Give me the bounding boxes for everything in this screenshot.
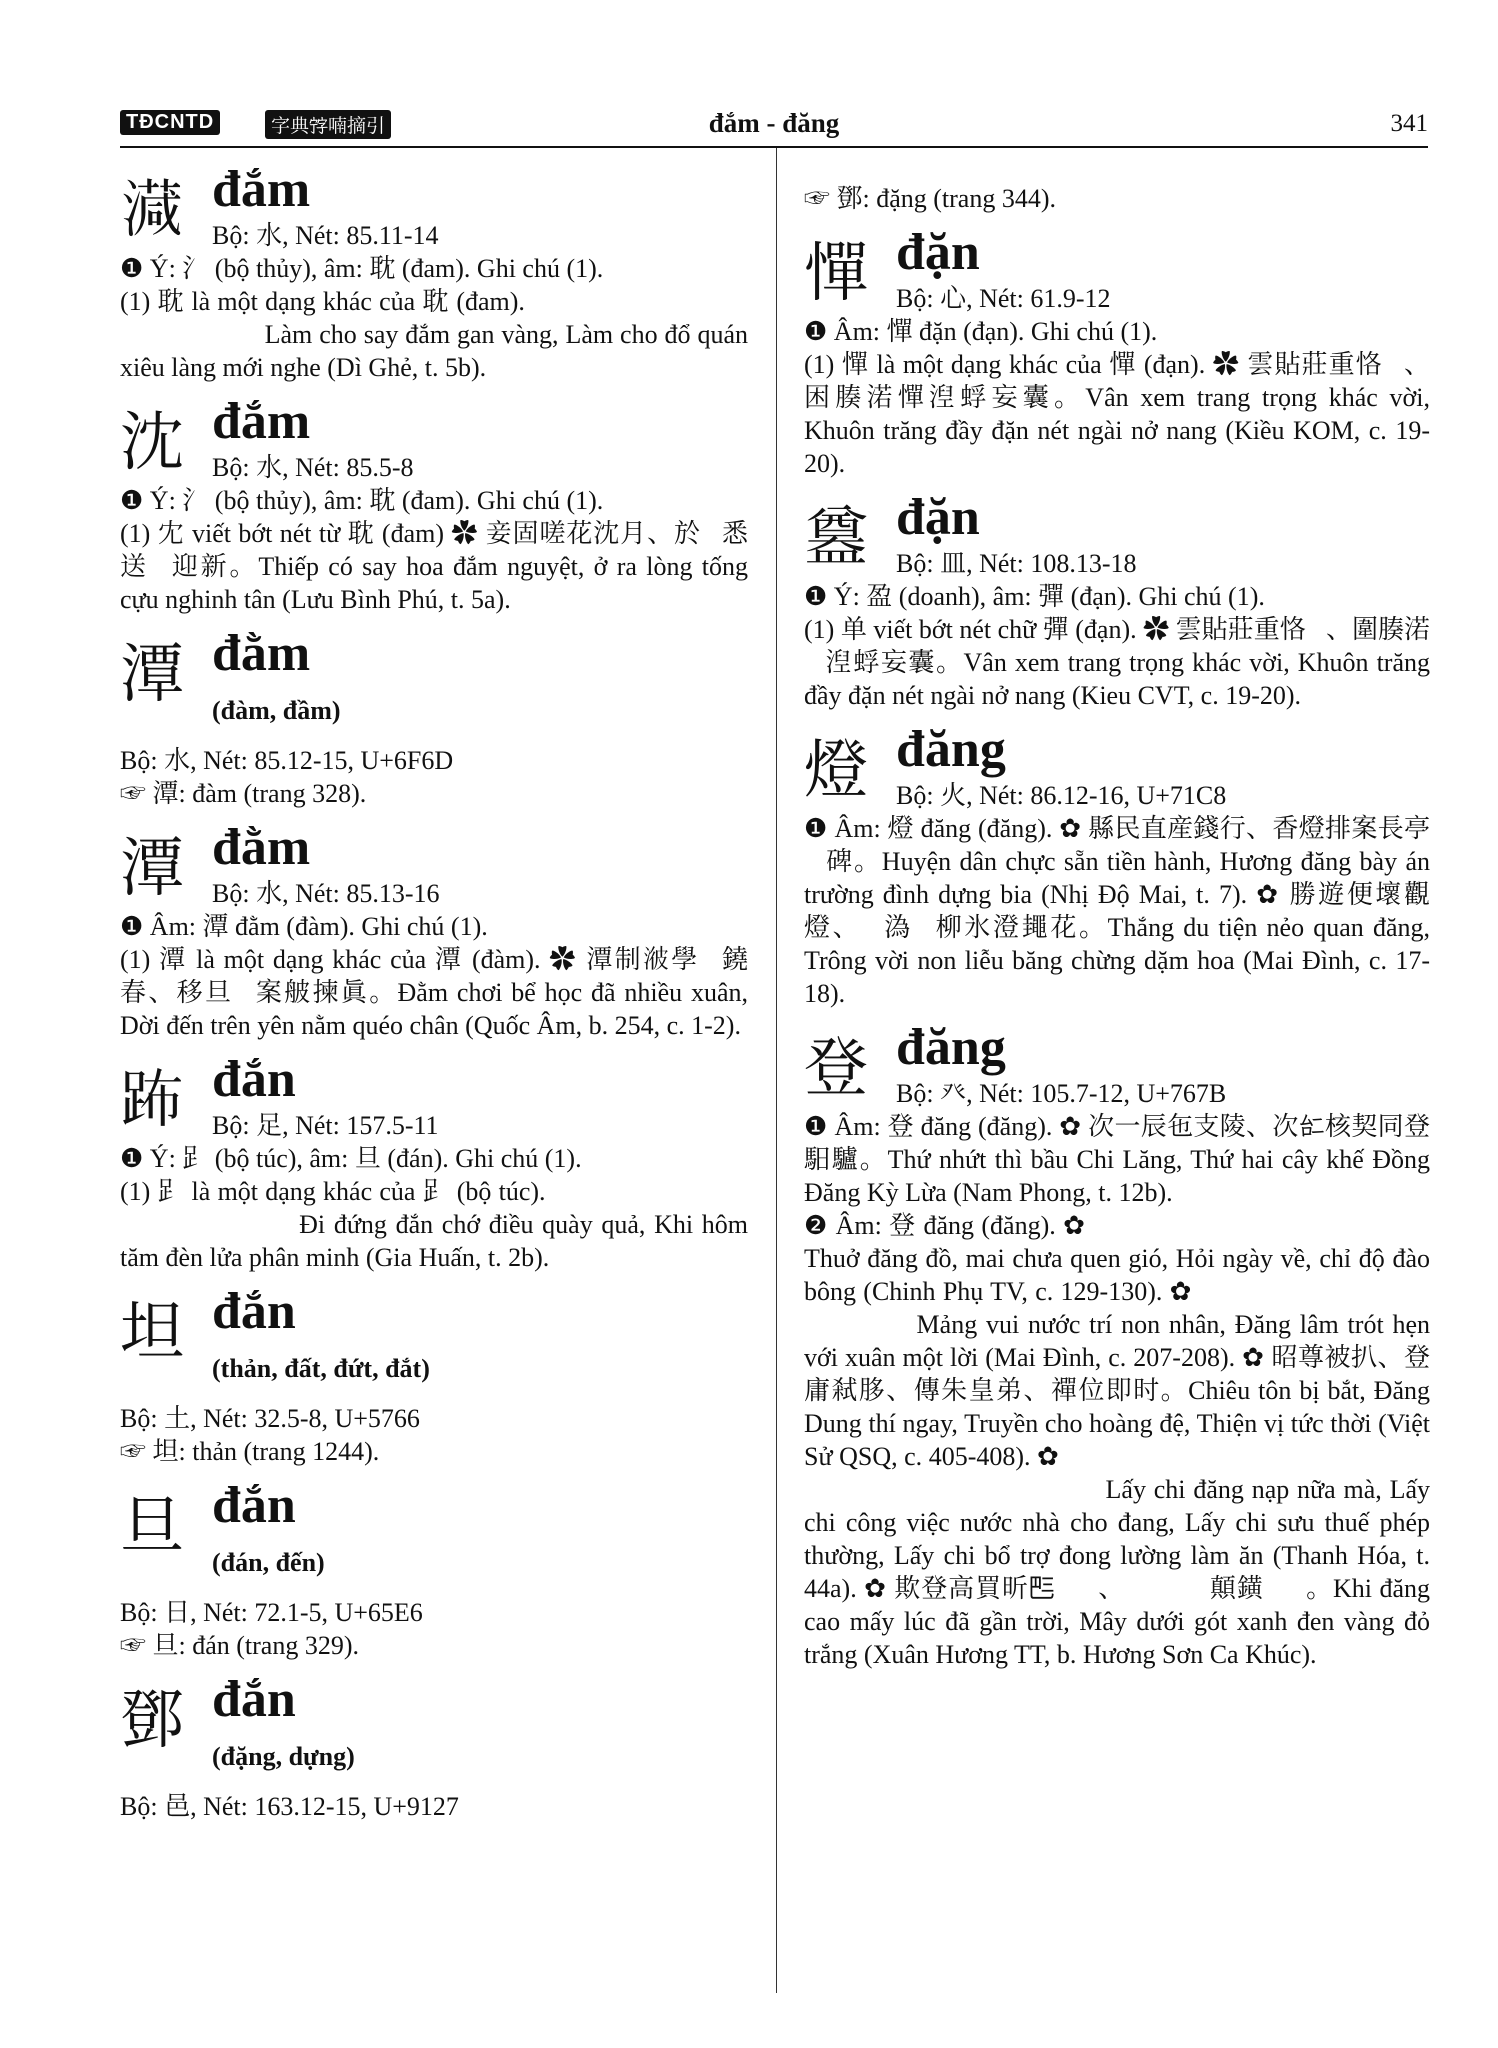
entry-paragraph: ❶ Âm: 潭 đằm (đàm). Ghi chú (1). [120,912,488,941]
dictionary-entry [804,1018,1430,1671]
dictionary-entry [120,160,748,384]
entry-paragraph: ❶ Ý: 氵 (bộ thủy), âm: 耽 (đam). Ghi chú (1). [120,254,604,283]
headword-reading: đắm [212,393,311,450]
dictionary-entry [120,392,748,616]
radical-strokes: Bộ: 水, Nét: 85.11-14 [212,221,439,250]
radical-strokes: Bộ: 土, Nét: 32.5-8, U+5766 [120,1404,420,1433]
dictionary-entry [804,488,1430,712]
radical-strokes: Bộ: 水, Nét: 85.5-8 [212,453,414,482]
headword-reading: đặn [896,224,980,281]
dictionary-entry [120,1476,748,1662]
page-number: 341 [1390,110,1428,137]
entry-paragraph: (1) 憚 là một dạng khác của 憚 (đạn). ✿ 雲貼莊重恪𢹣、困腠渃憚湼蜉妄囊。Vân xem trang trọng khác vời, Khuôn trăng đầy đặn nét ngài nở nang (Kiều KOM, c. 19-20). [804,350,1430,478]
radical-strokes: Bộ: 邑, Nét: 163.12-15, U+9127 [120,1792,459,1821]
headword-character: 旦 [120,1490,184,1564]
entry-paragraph: ❷ Âm: 登 đăng (đăng). ✿ 𣇞登途梅渚悁𢝙、晦𦖑衜指度毬芃。Thuở đăng đồ, mai chưa quen gió, Hỏi ngày về, chỉ độ đào bông (Chinh Phụ TV, c. 129-130). ✿ 𢝙𢜝渃智𡽫仁、登林卒𠲖貝春没𠰘。Mảng vui nước trí non nhân, Đăng lâm trót hẹn với xuân một lời (Mai Đình, c. 207-208). ✿ 昭尊被扒、登庸弒䏧、傳朱皇弟、禪位即时。Chiêu tôn bị bắt, Đăng Dung thí ngay, Truyền cho hoàng đệ, Thiện vị tức thời (Việt Sử QSQ, c. 405-408). ✿ 𥙩之登納女麻、𥙩之功役渃茹朱當、𥙩之搜税法常、𥙩之補助拸量𡢐咹。Lấy chi đăng nạp nữa mà, Lấy chi công việc nước nhà cho đang, Lấy chi sưu thuế phép thường, Lấy chi bổ trợ đong lường làm ăn (Thanh Hóa, t. 44a). ✿ 欺登高買昕𠀧𣅶𡗶、𩄲𨑜𨃐𩇢顛鐄𧺃𤽸。Khi đăng cao mấy lúc đã gần trời, Mây dưới gót xanh đen vàng đỏ trắng (Xuân Hương TT, b. Hương Sơn Ca Khúc). [804,1211,1430,1669]
headword-reading: đằm [212,625,311,682]
headword-reading: đằm [212,819,311,876]
entry-paragraph: ☞ 旦: đán (trang 329). [120,1631,360,1660]
headword-character: 潭 [120,832,184,906]
entry-head [120,1476,748,1596]
headword-character: 沈 [120,406,184,480]
headword-character: 憚 [804,237,868,311]
running-title: đắm - đăng [708,108,840,138]
entry-head [120,1670,748,1790]
headword-character: 𨀒 [120,1064,184,1138]
headword-character: 𣿎 [120,174,184,248]
dictionary-entry [804,720,1430,1010]
entry-paragraph: (1) 耽 là một dạng khác của 耽 (đam). ✿ 𡢐朱醰𣿎肝鐄、𡢐朱覩舘超廊買𥄮。Làm cho say đắm gan vàng, Làm cho đổ quán xiêu làng mới nghe (Dì Ghẻ, t. 5b). [120,287,748,382]
radical-strokes: Bộ: 水, Nét: 85.12-15, U+6F6D [120,746,454,775]
radical-strokes: Bộ: 水, Nét: 85.13-16 [212,879,440,908]
publisher-logo: TĐCNTD [120,110,220,135]
radical-strokes: Bộ: 日, Nét: 72.1-5, U+65E6 [120,1598,423,1627]
dictionary-entry [804,182,1430,215]
entry-paragraph: (1) 冘 viết bớt nét từ 耽 (đam) ✿ 妾固嗟花沈月、於𤿰悉送𦓿迎新。Thiếp có say hoa đắm nguyệt, ở ra lòng tống cựu nghinh tân (Lưu Bình Phú, t. 5a). [120,519,748,614]
headword-reading: đặn [896,489,980,546]
radical-strokes: Bộ: 足, Nét: 157.5-11 [212,1111,439,1140]
entry-head [120,392,748,484]
radical-strokes: Bộ: 心, Nét: 61.9-12 [896,284,1111,313]
page-header [120,108,1428,146]
chinese-title-logo: 字典𡨸喃摘引 [265,110,391,139]
headword-character: 坦 [120,1296,184,1370]
variant-readings: (thản, đất, đứt, đắt) [212,1354,430,1383]
headword-reading: đắn [212,1671,296,1728]
entry-paragraph: (1) 潭 là một dạng khác của 潭 (đàm). ✿ 潭制𣷭學𠖤鐃春、移旦𨖲案𦨭揀眞。Đằm chơi bể học đã nhiều xuân, Dời đến trên yên nằm quéo chân (Quốc Âm, b. 254, c. 1-2). [120,945,748,1040]
dictionary-entry [120,818,748,1042]
radical-strokes: Bộ: 火, Nét: 86.12-16, U+71C8 [896,781,1227,810]
entry-paragraph: (1) 𧾷 là một dạng khác của 𧾷 (bộ túc). ✿ 𢬣𨆢𨀒𥪝調撅㚘、欺𣇜沁烟焒分明。Đi đứng đắn chớ điều quày quả, Khi hôm tăm đèn lửa phân minh (Gia Huấn, t. 2b). [120,1177,748,1272]
entry-head [120,818,748,910]
cross-reference: ☞ 鄧: đặng (trang 344). [804,184,1057,213]
entry-paragraph: ❶ Âm: 燈 đăng (đăng). ✿ 縣民直産錢行、香燈排案長亭𥫇碑。Huyện dân chực sẵn tiền hành, Hương đăng bày án trường đình dựng bia (Nhị Độ Mai, t. 7). ✿ 勝遊便壞觀燈、𨑗溈𡉚柳氷澄䵷花。Thắng du tiện nẻo quan đăng, Trông vời non liễu băng chừng dặm hoa (Mai Đình, c. 17-18). [804,814,1430,1008]
variant-readings: (đặng, dựng) [212,1742,355,1771]
headword-character: 燈 [804,734,868,808]
headword-reading: đắn [212,1477,296,1534]
dictionary-entry [120,1670,748,1823]
entry-paragraph: ❶ Ý: 盈 (doanh), âm: 彈 (đạn). Ghi chú (1). [804,582,1265,611]
entry-head [120,624,748,744]
column-divider [776,148,777,1993]
headword-reading: đắn [212,1051,296,1108]
radical-strokes: Bộ: 皿, Nét: 108.13-18 [896,549,1137,578]
headword-reading: đắn [212,1283,296,1340]
dictionary-entry [120,1282,748,1468]
variant-readings: (đàm, đầm) [212,696,341,725]
headword-character: 登 [804,1032,868,1106]
entry-paragraph: (1) 单 viết bớt nét chữ 彈 (đạn). ✿ 雲貼莊重恪𢹣、圍腠渃𥂴湼蜉妄囊。Vân xem trang trọng khác vời, Khuôn trăng đầy đặn nét ngài nở nang (Kieu CVT, c. 19-20). [804,615,1430,710]
entry-paragraph: ❶ Ý: 氵 (bộ thủy), âm: 耽 (đam). Ghi chú (1). [120,486,604,515]
dictionary-entry [120,624,748,810]
headword-character: 𥂴 [804,502,868,576]
entry-head [804,223,1430,315]
entry-head [804,488,1430,580]
entry-head [804,1018,1430,1110]
entry-head [120,1282,748,1402]
headword-character: 潭 [120,638,184,712]
entry-head [120,1050,748,1142]
header-rule [120,146,1428,148]
entry-head [120,160,748,252]
entry-paragraph: ❶ Âm: 登 đăng (đăng). ✿ 次一辰㐌支陵、次𠄩核契同登馹驢。Thứ nhứt thì bầu Chi Lăng, Thứ hai cây khế Đồng Đăng Kỳ Lừa (Nam Phong, t. 12b). [804,1112,1430,1207]
entry-paragraph: ❶ Ý: 𧾷 (bộ túc), âm: 旦 (đán). Ghi chú (1). [120,1144,582,1173]
headword-reading: đăng [896,721,1006,778]
dictionary-entry [804,223,1430,480]
headword-character: 鄧 [120,1684,184,1758]
entry-head [804,720,1430,812]
dictionary-entry [120,1050,748,1274]
radical-strokes: Bộ: 癶, Nét: 105.7-12, U+767B [896,1079,1227,1108]
left-column [120,160,748,1831]
entry-paragraph: ☞ 潭: đàm (trang 328). [120,779,367,808]
right-column [804,182,1430,1679]
entry-paragraph: ❶ Âm: 憚 đặn (đạn). Ghi chú (1). [804,317,1158,346]
entry-paragraph: ☞ 坦: thản (trang 1244). [120,1437,380,1466]
headword-reading: đắm [212,161,311,218]
variant-readings: (đán, đến) [212,1548,325,1577]
headword-reading: đăng [896,1019,1006,1076]
